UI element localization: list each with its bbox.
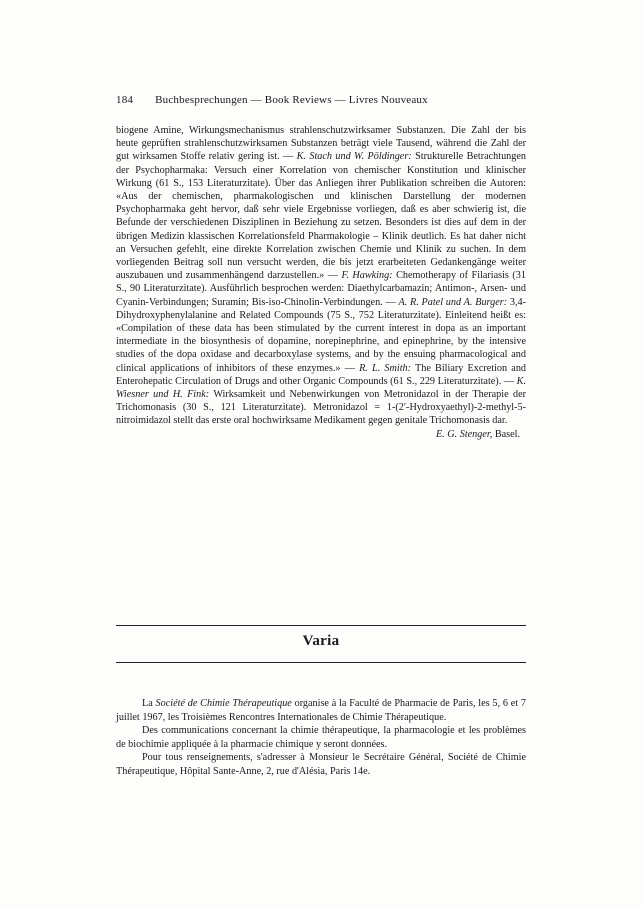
book-review-body <box>116 124 526 441</box>
review-text: Wirksamkeit und Nebenwirkungen von Metronidazol in der Therapie der Trichomonasis (30 S., 121 Literaturzitate). Metronidazol = 1-(2′-Hydroxyaethyl)-2-methyl-5-nitroimidazol stellt das erste oral hochwirksame Medikament gegen genitale Trichomonasis dar. <box>116 389 526 427</box>
review-text: The Biliary Excretion and Enterohepatic Circulation of Drugs and other Organic Compounds (61 S., 229 Literaturzitate). — <box>116 362 527 387</box>
reviewer-name: E. G. Stenger, <box>435 428 493 440</box>
review-author: F. Hawking: <box>341 270 393 282</box>
varia-notice <box>116 697 526 779</box>
running-header <box>116 94 536 106</box>
review-text: Strukturelle Betrachtungen der Psychopharmaka: Versuch einer Korrelation von chemischer Konstitution und klinischer Wirkung (61 S., 153 Literaturzitate). Über das Anliegen ihrer Publikation schreiben die Autoren: «Aus der chemischen, pharmakologischen und klinischen Darstellung der modernen Psychopharmaka geht hervor, daß sehr viele Ergebnisse vorliegen, daß es aber schwierig ist, die Befunde der verschiedenen Disziplinen in Beziehung zu setzen. Besonders ist dies auf dem in der übrigen Medizin klassischen Korrelationsfeld Pharmakologie – Klinik deutlich. Es hat daher nicht an Versuchen gefehlt, eine direkte Korrelation zwischen Chemie und Klinik zu suchen. In dem vorliegenden Beitrag soll nun versucht werden, die bis jetzt erarbeiteten Gedankengänge weiter auszubauen und zusammenhängend darzustellen.» — <box>116 151 526 282</box>
review-author: R. L. Smith: <box>359 362 412 374</box>
notice-text: organise à la Faculté de Pharmacie de Paris, les 5, 6 et 7 juillet 1967, les Troisièmes Rencontres Internationales de Chimie Thérapeutique. <box>116 698 526 723</box>
review-author: K. Stach und W. Pöldinger: <box>296 151 412 163</box>
review-paragraph <box>116 124 526 428</box>
society-name: Société de Chimie Thérapeutique <box>155 698 292 709</box>
divider-top <box>116 625 526 626</box>
notice-paragraph: Pour tous renseignements, s'adresser à Monsieur le Secrétaire Général, Société de Chimie Thérapeutique, Hôpital Sante-Anne, 2, rue d'Alésia, Paris 14e. <box>116 752 526 777</box>
review-text: 3,4-Dihydroxyphenylalanine and Related Compounds (75 S., 752 Literaturzitate). Einleitend heißt es: «Compilation of these data has been stimulated by the current interest in dopa as an important intermediate in the biosynthesis of dopamine, norepinephrine, and epinephrine, by the intensive studies of the dopa oxidase and decarboxylase systems, and by the ensuing pharmacological and clinical applications of inhibitors of these enzymes.» — <box>116 296 526 374</box>
reviewer-signature <box>116 428 526 441</box>
notice-paragraph: Des communications concernant la chimie thérapeutique, la pharmacologie et les problèmes de biochimie appliquée à la pharmacie chimique y seront données. <box>116 725 526 750</box>
section-title: Varia <box>302 633 340 649</box>
running-title: Buchbesprechungen — Book Reviews — Livres Nouveaux <box>155 94 428 106</box>
review-author: A. R. Patel und A. Burger: <box>398 296 508 308</box>
review-text: biogene Amine, Wirkungsmechanismus strahlenschutzwirksamer Substanzen. Die Zahl der bis heute geprüften strahlenschutzwirksamen Substanzen beträgt viele Tausend, während die Zahl der gut wirksamen Stoffe relativ gering ist. — <box>116 125 526 163</box>
notice-text: La <box>142 698 156 709</box>
notice-paragraph <box>116 697 526 724</box>
review-text: Chemotherapy of Filariasis (31 S., 90 Literaturzitate). Ausführlich besprochen werden: Diaethylcarbamazin; Antimon-, Arsen- und Cyanin-Verbindungen; Suramin; Bis-iso-Chinolin-Verbindungen. — <box>116 270 526 308</box>
reviewer-place: Basel. <box>492 428 520 440</box>
page-number: 184 <box>116 94 134 106</box>
divider-bottom <box>116 662 526 663</box>
review-author: K. Wiesner und H. Fink: <box>116 375 526 401</box>
